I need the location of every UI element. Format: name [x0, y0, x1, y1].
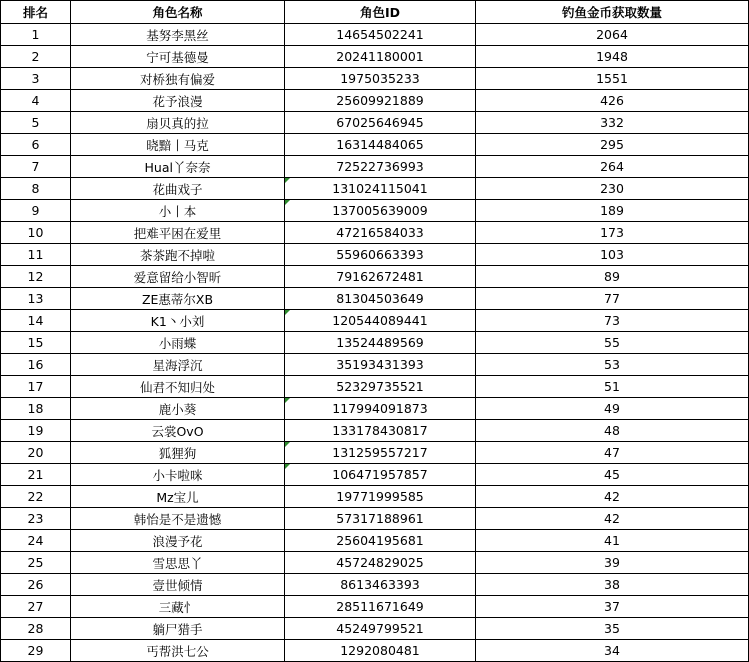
name-cell: 花予浪漫 — [71, 90, 285, 112]
rank-cell: 20 — [1, 442, 71, 464]
coins-cell: 49 — [476, 398, 749, 420]
name-cell: 小卡啦咪 — [71, 464, 285, 486]
coins-cell: 173 — [476, 222, 749, 244]
table-row — [1, 68, 749, 90]
id-cell: 67025646945 — [285, 112, 476, 134]
rank-cell: 24 — [1, 530, 71, 552]
table-row — [1, 420, 749, 442]
rank-cell: 4 — [1, 90, 71, 112]
id-cell: 81304503649 — [285, 288, 476, 310]
coins-cell: 73 — [476, 310, 749, 332]
table-row — [1, 354, 749, 376]
coins-cell: 89 — [476, 266, 749, 288]
coins-cell: 38 — [476, 574, 749, 596]
rank-cell: 22 — [1, 486, 71, 508]
name-cell: 小丨本 — [71, 200, 285, 222]
table-row — [1, 200, 749, 222]
id-cell: 1292080481 — [285, 640, 476, 662]
name-cell: 基努李黑丝 — [71, 24, 285, 46]
rank-cell: 3 — [1, 68, 71, 90]
name-cell: 狐狸狗 — [71, 442, 285, 464]
table-row — [1, 376, 749, 398]
name-cell: 仙君不知归处 — [71, 376, 285, 398]
coins-cell: 42 — [476, 486, 749, 508]
table-row — [1, 178, 749, 200]
table-row — [1, 24, 749, 46]
name-cell: 三藏忄 — [71, 596, 285, 618]
rank-cell: 2 — [1, 46, 71, 68]
name-cell: 鹿小葵 — [71, 398, 285, 420]
coins-cell: 189 — [476, 200, 749, 222]
name-cell: 茶茶跑不掉啦 — [71, 244, 285, 266]
rank-cell: 25 — [1, 552, 71, 574]
header-row — [1, 1, 749, 24]
rank-cell: 6 — [1, 134, 71, 156]
coins-cell: 55 — [476, 332, 749, 354]
table-row — [1, 596, 749, 618]
header-id: 角色ID — [285, 1, 476, 24]
rank-cell: 16 — [1, 354, 71, 376]
id-cell: 137005639009 — [285, 200, 476, 222]
header-name: 角色名称 — [71, 1, 285, 24]
table-row — [1, 486, 749, 508]
name-cell: 丐帮洪七公 — [71, 640, 285, 662]
name-cell: 爱意留给小智昕 — [71, 266, 285, 288]
table-row — [1, 244, 749, 266]
coins-cell: 426 — [476, 90, 749, 112]
header-rank: 排名 — [1, 1, 71, 24]
id-cell: 14654502241 — [285, 24, 476, 46]
id-cell: 25604195681 — [285, 530, 476, 552]
rank-cell: 5 — [1, 112, 71, 134]
table-row — [1, 442, 749, 464]
name-cell: 宁可基德曼 — [71, 46, 285, 68]
header-coins: 钓鱼金币获取数量 — [476, 1, 749, 24]
rank-cell: 29 — [1, 640, 71, 662]
id-cell: 20241180001 — [285, 46, 476, 68]
rank-cell: 19 — [1, 420, 71, 442]
id-cell: 16314484065 — [285, 134, 476, 156]
coins-cell: 77 — [476, 288, 749, 310]
rank-cell: 17 — [1, 376, 71, 398]
id-cell: 106471957857 — [285, 464, 476, 486]
id-cell: 72522736993 — [285, 156, 476, 178]
rank-cell: 14 — [1, 310, 71, 332]
id-cell: 133178430817 — [285, 420, 476, 442]
rank-cell: 21 — [1, 464, 71, 486]
rank-cell: 1 — [1, 24, 71, 46]
table-row — [1, 530, 749, 552]
coins-cell: 34 — [476, 640, 749, 662]
name-cell: 晓黯丨马克 — [71, 134, 285, 156]
id-cell: 55960663393 — [285, 244, 476, 266]
coins-cell: 47 — [476, 442, 749, 464]
rank-cell: 18 — [1, 398, 71, 420]
table-row — [1, 618, 749, 640]
coins-cell: 41 — [476, 530, 749, 552]
coins-cell: 230 — [476, 178, 749, 200]
id-cell: 57317188961 — [285, 508, 476, 530]
table-row — [1, 222, 749, 244]
rank-cell: 15 — [1, 332, 71, 354]
name-cell: 浪漫予花 — [71, 530, 285, 552]
name-cell: 扇贝真的拉 — [71, 112, 285, 134]
name-cell: 雪思思丫 — [71, 552, 285, 574]
table-row — [1, 46, 749, 68]
coins-cell: 35 — [476, 618, 749, 640]
id-cell: 131259557217 — [285, 442, 476, 464]
id-cell: 79162672481 — [285, 266, 476, 288]
coins-cell: 42 — [476, 508, 749, 530]
name-cell: 花曲戏子 — [71, 178, 285, 200]
id-cell: 13524489569 — [285, 332, 476, 354]
table-row — [1, 90, 749, 112]
coins-cell: 39 — [476, 552, 749, 574]
table-row — [1, 134, 749, 156]
table-row — [1, 508, 749, 530]
id-cell: 8613463393 — [285, 574, 476, 596]
coins-cell: 103 — [476, 244, 749, 266]
rank-cell: 26 — [1, 574, 71, 596]
table-row — [1, 310, 749, 332]
rank-cell: 13 — [1, 288, 71, 310]
rank-cell: 7 — [1, 156, 71, 178]
name-cell: ZE惠蒂尔XB — [71, 288, 285, 310]
id-cell: 120544089441 — [285, 310, 476, 332]
table-row — [1, 112, 749, 134]
coins-cell: 1948 — [476, 46, 749, 68]
table-row — [1, 552, 749, 574]
table-row — [1, 398, 749, 420]
rank-cell: 27 — [1, 596, 71, 618]
name-cell: Hual丫奈奈 — [71, 156, 285, 178]
rank-cell: 10 — [1, 222, 71, 244]
name-cell: 云裳OvO — [71, 420, 285, 442]
rank-cell: 8 — [1, 178, 71, 200]
name-cell: 把难平困在爱里 — [71, 222, 285, 244]
table-row — [1, 332, 749, 354]
coins-cell: 45 — [476, 464, 749, 486]
id-cell: 35193431393 — [285, 354, 476, 376]
id-cell: 19771999585 — [285, 486, 476, 508]
coins-cell: 53 — [476, 354, 749, 376]
name-cell: 壹世倾情 — [71, 574, 285, 596]
name-cell: Mz宝儿 — [71, 486, 285, 508]
table-row — [1, 288, 749, 310]
table-row — [1, 156, 749, 178]
rank-cell: 11 — [1, 244, 71, 266]
name-cell: 躺尸猎手 — [71, 618, 285, 640]
id-cell: 1975035233 — [285, 68, 476, 90]
id-cell: 131024115041 — [285, 178, 476, 200]
name-cell: 韩怡是不是遗憾 — [71, 508, 285, 530]
coins-cell: 332 — [476, 112, 749, 134]
id-cell: 52329735521 — [285, 376, 476, 398]
coins-cell: 1551 — [476, 68, 749, 90]
table-row — [1, 640, 749, 662]
id-cell: 25609921889 — [285, 90, 476, 112]
coins-cell: 48 — [476, 420, 749, 442]
table-row — [1, 464, 749, 486]
name-cell: 对桥独有偏爱 — [71, 68, 285, 90]
id-cell: 28511671649 — [285, 596, 476, 618]
id-cell: 45249799521 — [285, 618, 476, 640]
coins-cell: 2064 — [476, 24, 749, 46]
rank-cell: 12 — [1, 266, 71, 288]
coins-cell: 37 — [476, 596, 749, 618]
name-cell: 小雨蝶 — [71, 332, 285, 354]
id-cell: 45724829025 — [285, 552, 476, 574]
rank-cell: 28 — [1, 618, 71, 640]
name-cell: K1丶小刘 — [71, 310, 285, 332]
table-row — [1, 266, 749, 288]
coins-cell: 295 — [476, 134, 749, 156]
name-cell: 星海浮沉 — [71, 354, 285, 376]
rank-cell: 9 — [1, 200, 71, 222]
id-cell: 47216584033 — [285, 222, 476, 244]
rank-cell: 23 — [1, 508, 71, 530]
coins-cell: 264 — [476, 156, 749, 178]
table-row — [1, 574, 749, 596]
id-cell: 117994091873 — [285, 398, 476, 420]
table-body — [1, 24, 749, 662]
coins-cell: 51 — [476, 376, 749, 398]
